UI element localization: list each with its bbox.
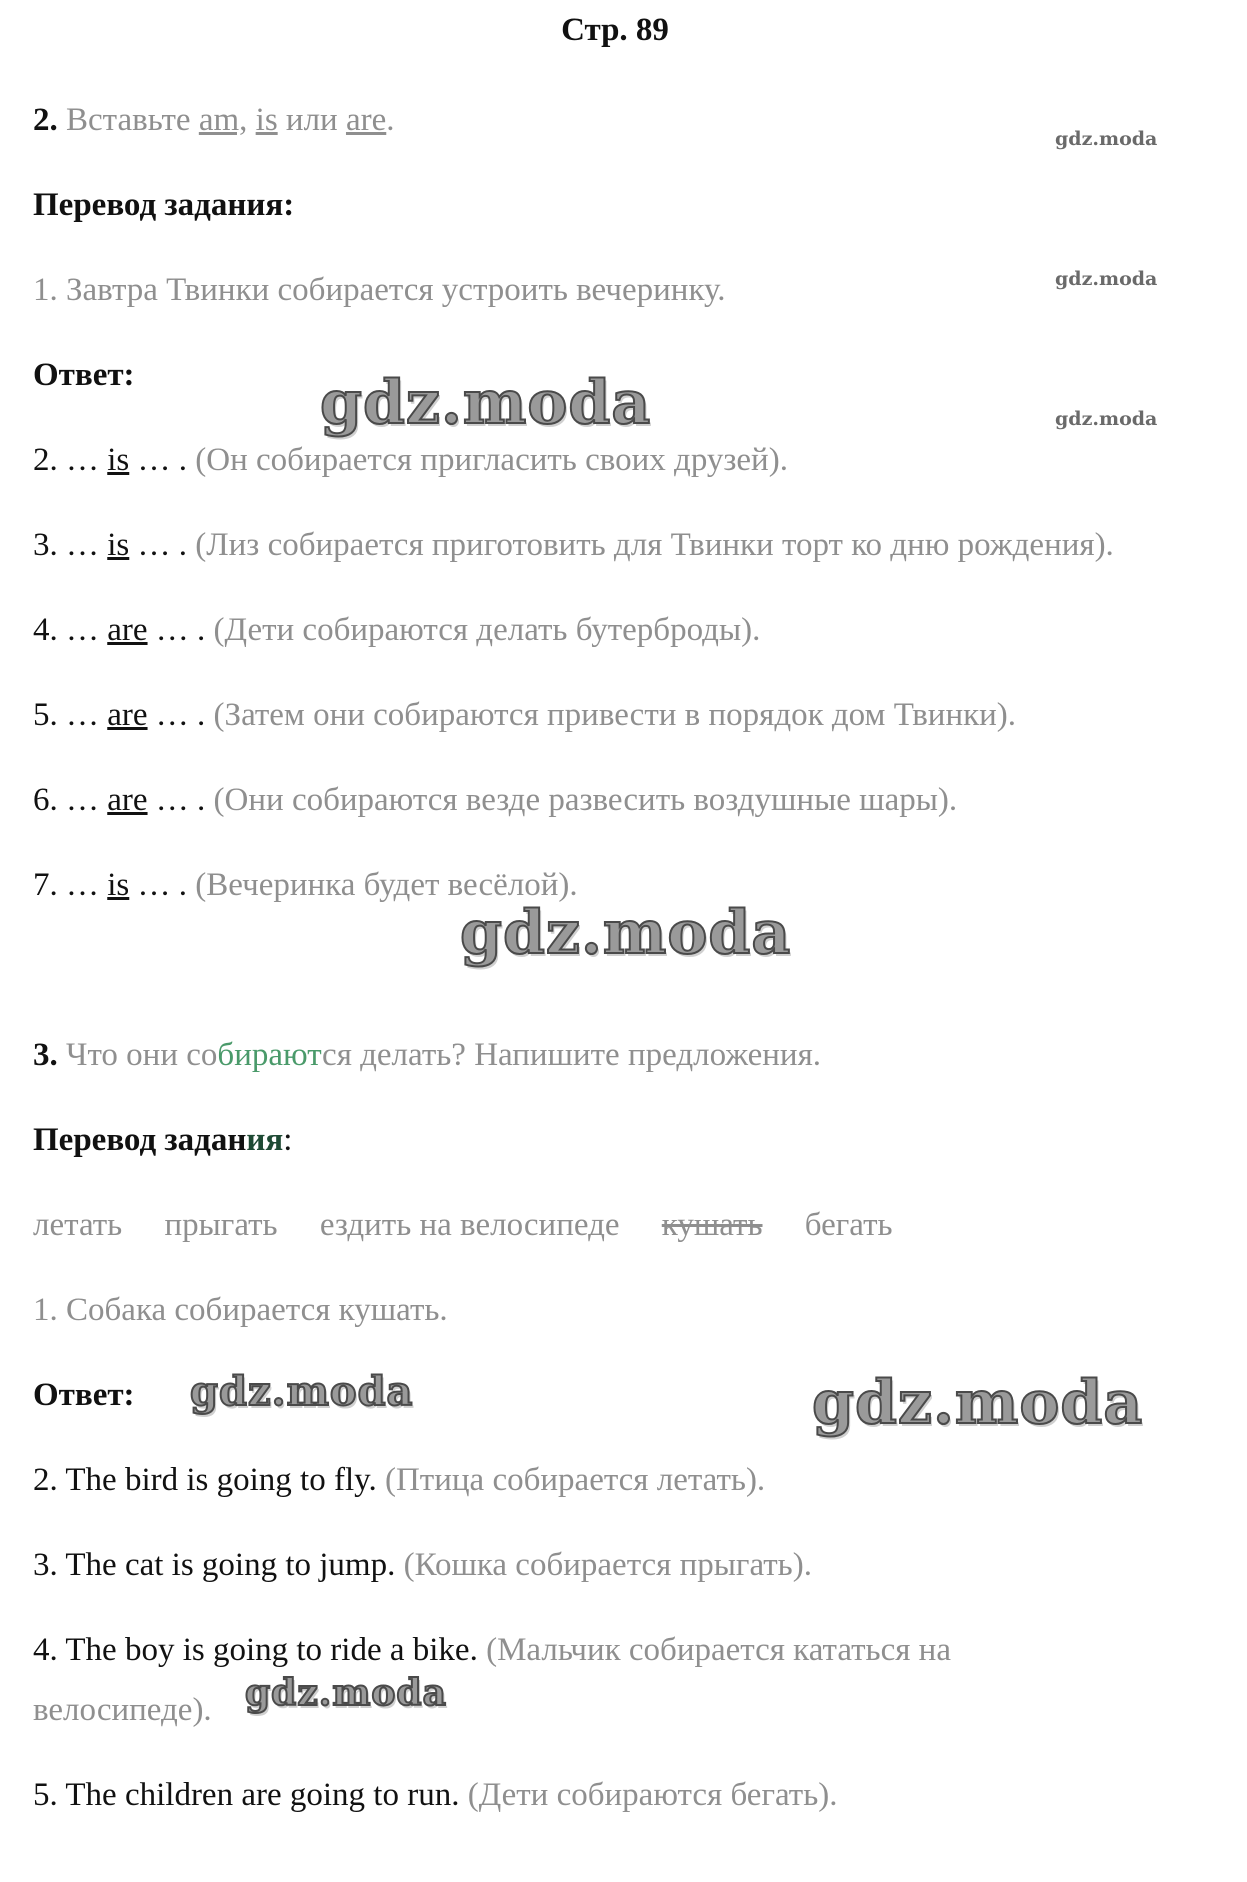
task3-heading	[33, 1035, 821, 1075]
word-list-item: бегать	[804, 1207, 893, 1243]
answer-row	[33, 1630, 951, 1670]
watermark-large: gdz.moda	[320, 368, 652, 438]
answer-row	[33, 1545, 812, 1585]
task2-middle: или	[285, 102, 338, 138]
task3-part2: бирают	[217, 1037, 323, 1073]
answer-rest: … .	[129, 527, 188, 563]
answer-word: is	[107, 527, 130, 563]
task2-prefix: Вставьте	[66, 102, 191, 138]
answer-translation: (Дети собираются делать бутерброды).	[213, 612, 761, 648]
answer-word: are	[107, 612, 148, 648]
answer-translation: (Кошка собирается прыгать).	[403, 1547, 812, 1583]
answer-word: is	[107, 442, 130, 478]
watermark-large: gdz.moda	[812, 1368, 1144, 1438]
answer-number: 5. …	[33, 697, 99, 733]
answer-row	[33, 780, 957, 820]
task2-word-is: is	[255, 102, 278, 138]
translation-label-3-part1: Перевод задан	[33, 1122, 247, 1158]
answer-word: are	[107, 782, 148, 818]
answer-translation: (Мальчик собирается кататься на	[486, 1632, 951, 1668]
word-list-item-crossed: кушать	[661, 1207, 763, 1243]
answer-translation: (Дети собираются бегать).	[467, 1777, 838, 1813]
answer-english: 3. The cat is going to jump.	[33, 1547, 396, 1583]
word-list	[33, 1205, 927, 1245]
answer-label: Ответ:	[33, 357, 135, 393]
answer-rest: … .	[129, 867, 188, 903]
task2-number: 2.	[33, 102, 58, 138]
answer-translation: (Затем они собираются привести в порядок дом Твинки).	[213, 697, 1017, 733]
answer-rest: … .	[147, 697, 206, 733]
task2-suffix: .	[386, 102, 395, 138]
answer-translation: (Они собираются везде развесить воздушные шары).	[213, 782, 958, 818]
page-title: Стр. 89	[561, 12, 669, 48]
answer-number: 4. …	[33, 612, 99, 648]
word-list-item: прыгать	[164, 1207, 278, 1243]
task2-word-am: am,	[198, 102, 248, 138]
translation-label: Перевод задания:	[33, 187, 295, 223]
answer-row-continued	[33, 1690, 212, 1730]
answer-word: are	[107, 697, 148, 733]
answer-translation: (Лиз собирается приготовить для Твинки торт ко дню рождения).	[195, 527, 1114, 563]
answer-rest: … .	[147, 782, 206, 818]
task3-part3: ся делать? Напишите предложения.	[322, 1037, 822, 1073]
task2-heading	[33, 100, 395, 140]
watermark-medium: gdz.moda	[190, 1368, 414, 1415]
answer-rest: … .	[129, 442, 188, 478]
task2-example: 1. Завтра Твинки собирается устроить вечеринку.	[33, 272, 726, 308]
watermark-medium: gdz.moda	[245, 1672, 447, 1714]
word-list-item: летать	[33, 1207, 123, 1243]
answer-translation: (Он собирается пригласить своих друзей).	[195, 442, 788, 478]
task3-part1: Что они со	[66, 1037, 218, 1073]
answer-number: 3. …	[33, 527, 99, 563]
translation-label-3	[33, 1120, 292, 1160]
answer-english: 4. The boy is going to ride a bike.	[33, 1632, 478, 1668]
translation-label-3-part2: ия	[246, 1122, 284, 1158]
answer-translation: (Птица собирается летать).	[384, 1462, 766, 1498]
answer-row	[33, 1775, 838, 1815]
answer-number: 2. …	[33, 442, 99, 478]
answer-row	[33, 440, 788, 480]
answer-row	[33, 695, 1016, 735]
watermark-large: gdz.moda	[460, 898, 792, 968]
answer-english: 2. The bird is going to fly.	[33, 1462, 377, 1498]
watermark-small: gdz.moda	[1055, 128, 1158, 150]
answer-row	[33, 610, 760, 650]
task3-number: 3.	[33, 1037, 58, 1073]
task2-word-are: are	[345, 102, 387, 138]
answer-word: is	[107, 867, 130, 903]
watermark-small: gdz.moda	[1055, 408, 1158, 430]
answer-label-3: Ответ:	[33, 1377, 135, 1413]
translation-label-3-part3: :	[283, 1122, 293, 1158]
answer-number: 6. …	[33, 782, 99, 818]
answer-translation: велосипеде).	[33, 1692, 212, 1728]
answer-row	[33, 525, 1114, 565]
answer-translation: (Вечеринка будет весёлой).	[195, 867, 578, 903]
answer-number: 7. …	[33, 867, 99, 903]
task3-example: 1. Собака собирается кушать.	[33, 1292, 448, 1328]
word-list-item: ездить на велосипеде	[319, 1207, 620, 1243]
answer-rest: … .	[147, 612, 206, 648]
answer-row	[33, 1460, 765, 1500]
watermark-small: gdz.moda	[1055, 268, 1158, 290]
answer-english: 5. The children are going to run.	[33, 1777, 460, 1813]
